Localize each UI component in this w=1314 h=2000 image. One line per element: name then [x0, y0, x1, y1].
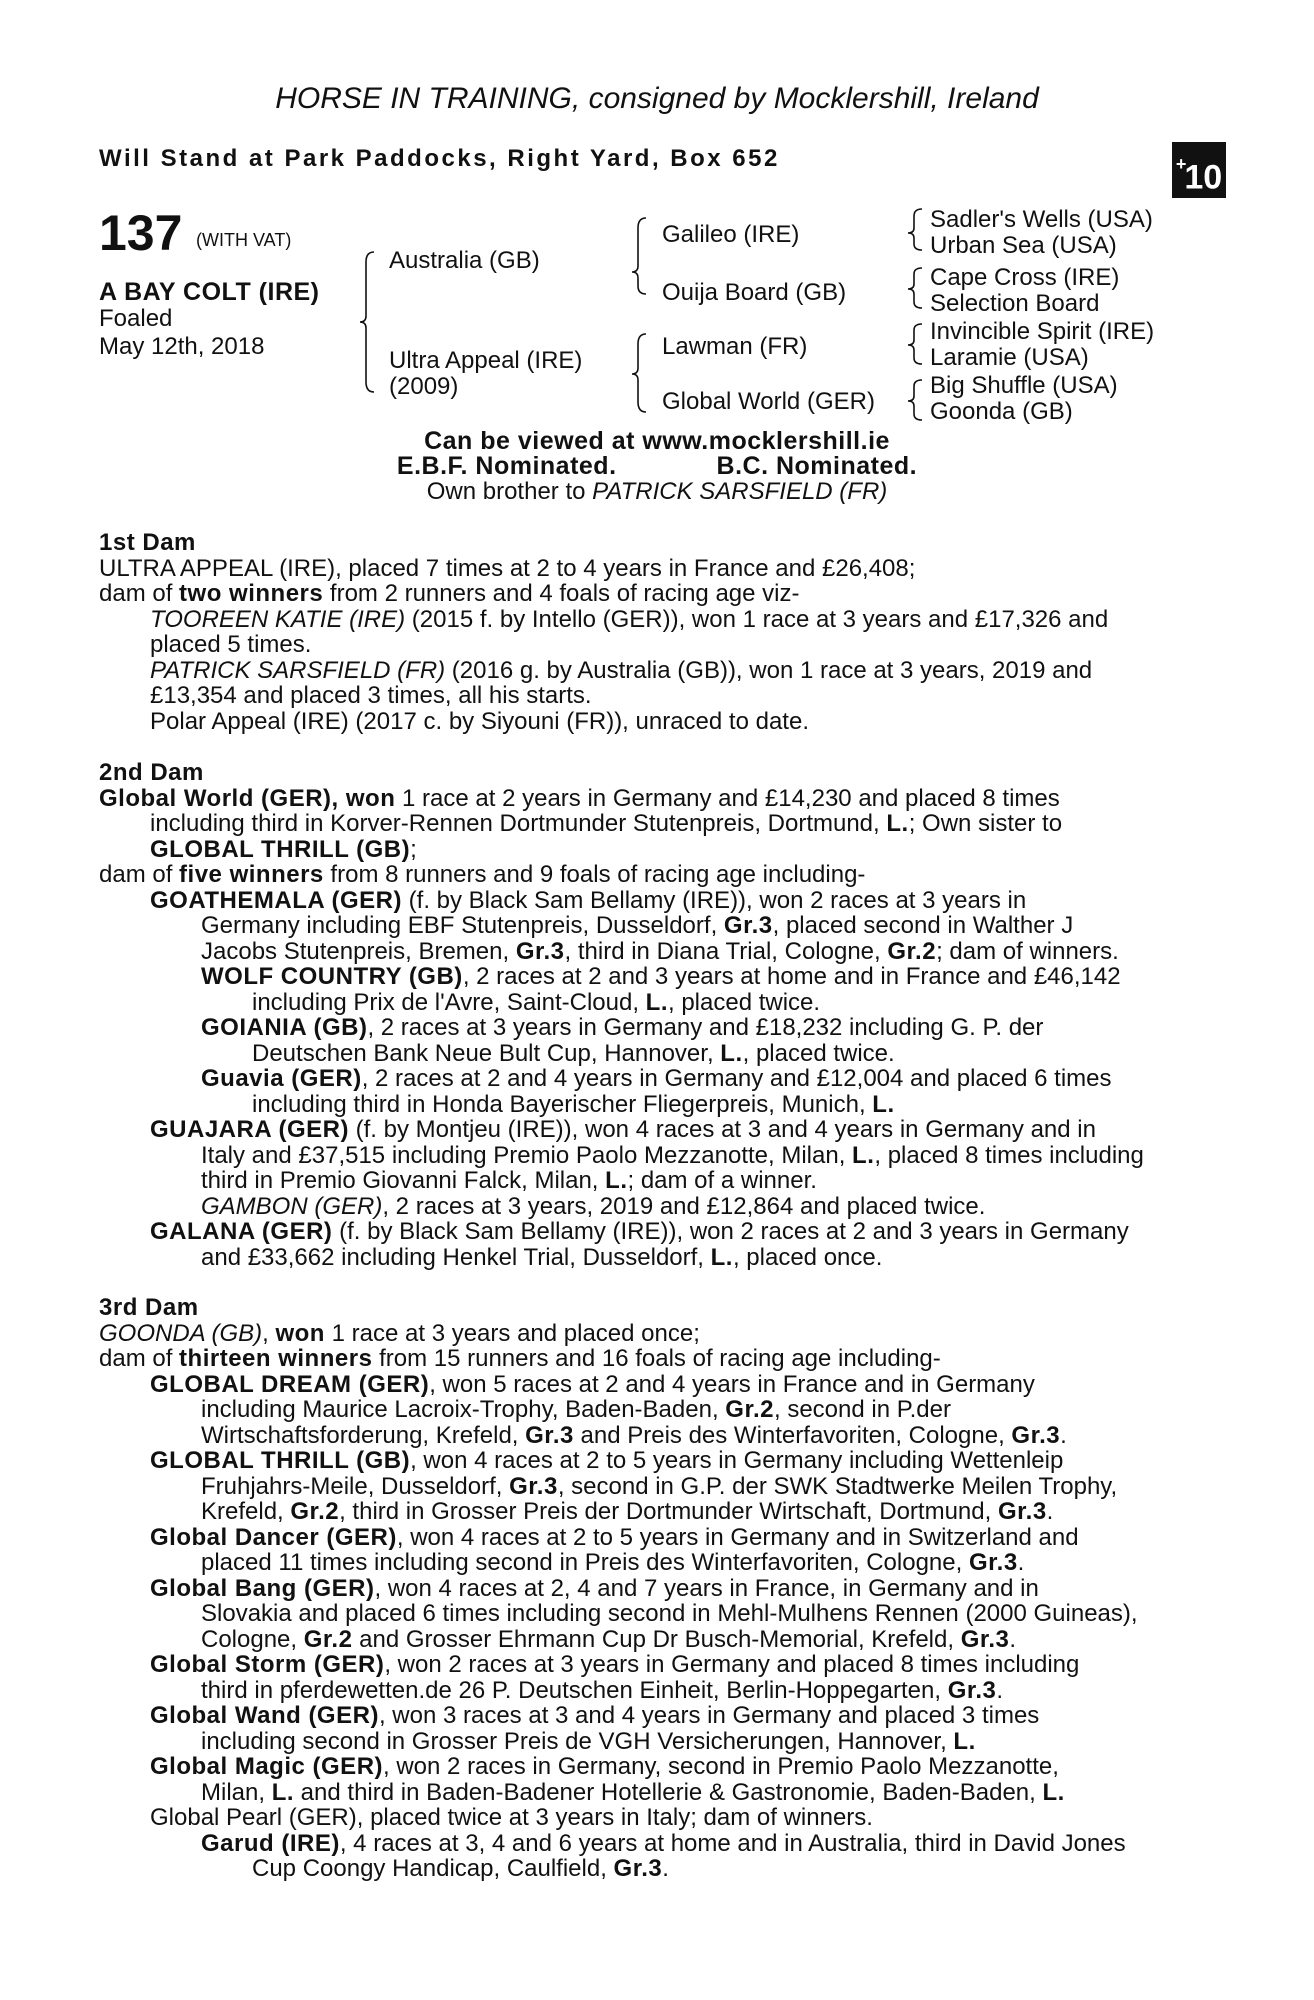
produce-entry: GAMBON (GER), 2 races at 3 years, 2019 and £12,864 and placed twice.: [201, 1192, 986, 1220]
produce-entry-cont: including third in Honda Bayerischer Fliegerpreis, Munich, L.: [252, 1090, 895, 1118]
horse-description: A BAY COLT (IRE): [99, 278, 320, 306]
produce-entry: WOLF COUNTRY (GB), 2 races at 2 and 3 years at home and in France and £46,142: [201, 963, 1121, 990]
produce-entry: Guavia (GER), 2 races at 2 and 4 years in Germany and £12,004 and placed 6 times: [201, 1065, 1112, 1092]
produce-entry: GLOBAL THRILL (GB), won 4 races at 2 to 5 years in Germany including Wettenleip: [150, 1447, 1064, 1474]
produce-entry: GOIANIA (GB), 2 races at 3 years in Germany and £18,232 including G. P. der: [201, 1014, 1044, 1041]
stand-location: Will Stand at Park Paddocks, Right Yard, Box 652: [99, 145, 780, 172]
produce-entry-cont: Deutschen Bank Neue Bult Cup, Hannover, L., placed twice.: [252, 1039, 895, 1067]
dam-record: Global World (GER), won 1 race at 2 years in Germany and £14,230 and placed 8 times: [99, 784, 1060, 812]
produce-entry-cont: third in Premio Giovanni Falck, Milan, L.; dam of a winner.: [201, 1167, 817, 1194]
produce-entry: Global Wand (GER), won 3 races at 3 and 4 years in Germany and placed 3 times: [150, 1702, 1040, 1729]
produce-summary: dam of thirteen winners from 15 runners and 16 foals of racing age including-: [99, 1345, 941, 1372]
lot-number: 137: [99, 205, 183, 261]
granddam-2: Urban Sea (USA): [930, 232, 1117, 259]
dam-year: (2009): [389, 373, 459, 400]
produce-entry-cont: Slovakia and placed 6 times including second in Mehl-Mulhens Rennen (2000 Guineas),: [201, 1600, 1138, 1627]
produce-entry-cont: including Maurice Lacroix-Trophy, Baden-Baden, Gr.2, second in P.der: [201, 1396, 951, 1423]
page-heading: HORSE IN TRAINING, consigned by Mocklershill, Ireland: [275, 82, 1039, 115]
produce-entry: GALANA (GER) (f. by Black Sam Bellamy (IRE)), won 2 races at 2 and 3 years in Germany: [150, 1218, 1129, 1245]
produce-entry: PATRICK SARSFIELD (FR) (2016 g. by Australia (GB)), won 1 race at 3 years, 2019 and: [150, 656, 1093, 684]
own-brother-note: Own brother to PATRICK SARSFIELD (FR): [426, 478, 888, 505]
produce-entry: Global Pearl (GER), placed twice at 3 years in Italy; dam of winners.: [150, 1804, 873, 1831]
produce-entry: TOOREEN KATIE (IRE) (2015 f. by Intello (GER)), won 1 race at 3 years and £17,326 and: [150, 605, 1109, 633]
produce-entry: GOATHEMALA (GER) (f. by Black Sam Bellamy (IRE)), won 2 races at 3 years in: [150, 886, 1027, 914]
first-dam-section: [99, 530, 1205, 734]
grandsire-3: Cape Cross (IRE): [930, 264, 1120, 291]
badge-plus: +: [1175, 154, 1187, 174]
third-dam-section: [99, 1295, 1205, 1882]
bracket-g34: [908, 268, 922, 308]
dam-sire: Lawman (FR): [662, 333, 808, 360]
produce-entry-cont: Wirtschaftsforderung, Krefeld, Gr.3 and Preis des Winterfavoriten, Cologne, Gr.3.: [201, 1421, 1067, 1449]
bc-nomination: B.C. Nominated.: [716, 452, 918, 480]
produce-summary: dam of two winners from 2 runners and 4 foals of racing age viz-: [99, 580, 800, 607]
ebf-nomination: E.B.F. Nominated.: [396, 452, 617, 480]
bracket-g12: [908, 209, 922, 250]
produce-summary: dam of five winners from 8 runners and 9 foals of racing age including-: [99, 861, 866, 888]
produce-entry-cont: placed 5 times.: [150, 631, 312, 658]
dam-record: ULTRA APPEAL (IRE), placed 7 times at 2 to 4 years in France and £26,408;: [99, 554, 916, 582]
produce-entry-cont: £13,354 and placed 3 times, all his starts.: [150, 682, 592, 709]
sire: Australia (GB): [389, 247, 540, 274]
produce-entry-cont: Milan, L. and third in Baden-Badener Hotellerie & Gastronomie, Baden-Baden, L.: [201, 1778, 1065, 1806]
dam-record: GOONDA (GB), won 1 race at 3 years and placed once;: [99, 1319, 700, 1347]
section-heading: 3rd Dam: [99, 1294, 199, 1321]
produce-entry: GLOBAL DREAM (GER), won 5 races at 2 and 4 years in France and in Germany: [150, 1370, 1035, 1398]
produce-entry: GUAJARA (GER) (f. by Montjeu (IRE)), won 4 races at 3 and 4 years in Germany and in: [150, 1116, 1096, 1143]
grandsire-5: Invincible Spirit (IRE): [930, 318, 1155, 345]
produce-entry-cont: Italy and £37,515 including Premio Paolo Mezzanotte, Milan, L., placed 8 times including: [201, 1141, 1144, 1169]
produce-entry-cont: Cologne, Gr.2 and Grosser Ehrmann Cup Dr Busch-Memorial, Krefeld, Gr.3.: [201, 1625, 1017, 1653]
sire-dam: Ouija Board (GB): [662, 279, 847, 306]
granddam-8: Goonda (GB): [930, 398, 1073, 425]
foaled-date: May 12th, 2018: [99, 333, 265, 360]
produce-entry: Garud (IRE), 4 races at 3, 4 and 6 years at home and in Australia, third in David Jones: [201, 1829, 1126, 1857]
produce-entry-cont: and £33,662 including Henkel Trial, Dusseldorf, L., placed once.: [201, 1243, 883, 1271]
dam-dam: Global World (GER): [662, 388, 875, 415]
produce-entry: Global Storm (GER), won 2 races at 3 years in Germany and placed 8 times including: [150, 1651, 1080, 1678]
vat-label: (WITH VAT): [196, 230, 292, 250]
foaled-label: Foaled: [99, 305, 173, 332]
badge-number: 10: [1184, 158, 1223, 197]
produce-entry-cont: including second in Grosser Preis de VGH Versicherungen, Hannover, L.: [201, 1727, 976, 1755]
bracket-main: [360, 252, 374, 392]
grandsire-1: Sadler's Wells (USA): [930, 206, 1153, 233]
grandsire-7: Big Shuffle (USA): [930, 372, 1118, 399]
section-heading: 2nd Dam: [99, 759, 204, 786]
produce-entry-cont: including Prix de l'Avre, Saint-Cloud, L., placed twice.: [252, 988, 821, 1016]
second-dam-section: [99, 760, 1205, 1270]
produce-entry-cont: placed 11 times including second in Preis des Winterfavoriten, Cologne, Gr.3.: [201, 1549, 1025, 1576]
granddam-4: Selection Board: [930, 290, 1100, 317]
dam: Ultra Appeal (IRE): [389, 347, 583, 374]
dam-record-cont: including third in Korver-Rennen Dortmunder Stutenpreis, Dortmund, L.; Own sister to: [150, 810, 1063, 837]
produce-entry-cont: third in pferdewetten.de 26 P. Deutschen Einheit, Berlin-Hoppegarten, Gr.3.: [201, 1676, 1004, 1704]
produce-entry-cont: Fruhjahrs-Meile, Dusseldorf, Gr.3, second in G.P. der SWK Stadtwerke Meilen Trophy,: [201, 1472, 1118, 1500]
nominations: [0, 452, 1314, 481]
produce-entry-cont: Krefeld, Gr.2, third in Grosser Preis der Dortmunder Wirtschaft, Dortmund, Gr.3.: [201, 1498, 1054, 1525]
viewing-link[interactable]: Can be viewed at www.mocklershill.ie: [424, 427, 890, 455]
bracket-g56: [908, 324, 922, 364]
granddam-6: Laramie (USA): [930, 344, 1089, 371]
section-heading: 1st Dam: [99, 529, 196, 556]
sire-sire: Galileo (IRE): [662, 221, 800, 248]
produce-entry-cont: Germany including EBF Stutenpreis, Dusseldorf, Gr.3, placed second in Walther J: [201, 912, 1074, 939]
produce-entry: Global Bang (GER), won 4 races at 2, 4 and 7 years in France, in Germany and in: [150, 1574, 1039, 1602]
produce-entry: Global Magic (GER), won 2 races in Germany, second in Premio Paolo Mezzanotte,: [150, 1753, 1059, 1780]
produce-entry-cont: Cup Coongy Handicap, Caulfield, Gr.3.: [252, 1855, 669, 1882]
produce-entry-cont: Jacobs Stutenpreis, Bremen, Gr.3, third in Diana Trial, Cologne, Gr.2; dam of winners.: [201, 937, 1119, 965]
produce-entry: Polar Appeal (IRE) (2017 c. by Siyouni (FR)), unraced to date.: [150, 707, 809, 735]
produce-entry: Global Dancer (GER), won 4 races at 2 to 5 years in Germany and in Switzerland and: [150, 1523, 1079, 1551]
bracket-g78: [908, 380, 922, 420]
bracket-dam: [632, 334, 646, 412]
bracket-sire: [632, 218, 646, 294]
dam-record-cont: GLOBAL THRILL (GB);: [150, 835, 417, 863]
